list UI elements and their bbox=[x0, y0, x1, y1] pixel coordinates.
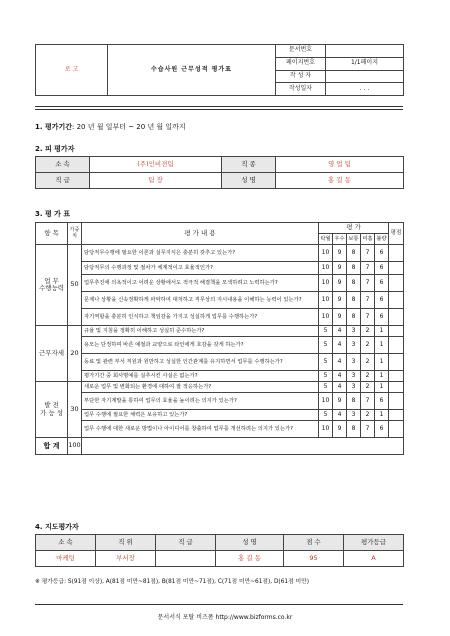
score-option[interactable]: 3 bbox=[347, 354, 361, 371]
score-option[interactable]: 5 bbox=[319, 371, 333, 382]
score-option[interactable]: 3 bbox=[347, 326, 361, 337]
evaluation-row bbox=[36, 326, 404, 337]
doc-no-label: 문서번호 bbox=[276, 45, 326, 58]
author-value bbox=[326, 70, 404, 83]
score-option[interactable]: 10 bbox=[319, 245, 333, 262]
total-row bbox=[36, 438, 404, 455]
footer-divider bbox=[35, 604, 403, 605]
evaluation-item-text: 문제나 상황을 신속정확하게 파악하여 대처하고 직무상의 지시내용을 이해하는 능력이 있는가? bbox=[82, 292, 319, 309]
evaluation-row bbox=[36, 292, 404, 309]
score-option[interactable]: 10 bbox=[319, 393, 333, 410]
grade-header: 탁월 bbox=[319, 234, 333, 245]
evaluation-row bbox=[36, 275, 404, 292]
evaluation-item-text: 업무 수행에 대한 새로운 방법이나 아이디어를 창출하여 업무를 개선하려는 의지가 있는가? bbox=[82, 421, 319, 438]
score-option[interactable]: 2 bbox=[361, 354, 375, 371]
score-cell[interactable] bbox=[389, 410, 404, 421]
evaluation-row bbox=[36, 337, 404, 354]
score-option[interactable]: 8 bbox=[347, 262, 361, 275]
score-option[interactable]: 1 bbox=[375, 410, 389, 421]
document-header bbox=[35, 44, 403, 96]
dept-value: (주)인비젼팀 bbox=[90, 157, 222, 173]
page-no-value: 1/1페이지 bbox=[326, 57, 404, 70]
grade-note: ※ 평가등급: S(91점 이상), A(81점 미만~81점), B(81점 미만~71점), C(71점 미만~61점), D(61점 미만) bbox=[35, 579, 309, 585]
score-option[interactable]: 10 bbox=[319, 421, 333, 438]
sup-value-position: 부서장 bbox=[96, 551, 156, 567]
evaluation-item-text: 평가기간 중 회사명예를 실추시킨 사실은 없는가? bbox=[82, 371, 319, 382]
score-option[interactable]: 10 bbox=[319, 292, 333, 309]
evaluation-row bbox=[36, 421, 404, 438]
score-option[interactable]: 7 bbox=[361, 292, 375, 309]
score-option[interactable]: 3 bbox=[347, 410, 361, 421]
score-option[interactable]: 9 bbox=[333, 421, 347, 438]
col-eval-header: 평 가 bbox=[319, 223, 389, 234]
period-label: 1. 평가기간 bbox=[35, 123, 73, 131]
score-option[interactable]: 6 bbox=[375, 275, 389, 292]
sup-value-rank bbox=[156, 551, 216, 567]
section-title-evaluatee: 2. 피 평가자 bbox=[35, 145, 75, 153]
evaluation-row bbox=[36, 245, 404, 262]
score-option[interactable]: 9 bbox=[333, 393, 347, 410]
score-cell[interactable] bbox=[389, 337, 404, 354]
score-option[interactable]: 8 bbox=[347, 245, 361, 262]
evaluation-item-text: 부단한 자기계발을 통하여 업무의 효율을 높이려는 의지가 있는가? bbox=[82, 393, 319, 410]
score-cell[interactable] bbox=[389, 354, 404, 371]
doc-no-value bbox=[326, 45, 404, 58]
score-option[interactable]: 1 bbox=[375, 354, 389, 371]
score-option[interactable]: 7 bbox=[361, 262, 375, 275]
score-option[interactable]: 7 bbox=[361, 245, 375, 262]
rank-value: 팀 장 bbox=[90, 173, 222, 189]
sup-value-score: 95 bbox=[284, 551, 344, 567]
footer-text: 문서서식 포탈 비즈폼 http://www.bizforms.co.kr bbox=[157, 614, 293, 621]
score-cell[interactable] bbox=[389, 393, 404, 410]
evaluation-row bbox=[36, 371, 404, 382]
score-option[interactable]: 2 bbox=[361, 410, 375, 421]
score-option[interactable]: 10 bbox=[319, 309, 333, 326]
score-option[interactable]: 6 bbox=[375, 421, 389, 438]
score-option[interactable]: 5 bbox=[319, 410, 333, 421]
evaluation-item-text: 담당직무수행에 필요한 이론과 실무지식은 충분히 갖추고 있는가? bbox=[82, 245, 319, 262]
evaluation-item-text: 자기역할을 충분히 인식하고 책임감을 가지고 성실하게 업무를 수행하는가? bbox=[82, 309, 319, 326]
score-option[interactable]: 2 bbox=[361, 326, 375, 337]
evaluation-row bbox=[36, 354, 404, 371]
evaluatee-table bbox=[35, 156, 404, 189]
evaluation-item-text: 용모는 단정하며 바른 예절과 교양으로 타인에게 호감을 갖게 하는가? bbox=[82, 337, 319, 354]
supervisor-table bbox=[35, 534, 404, 567]
score-option[interactable]: 7 bbox=[361, 309, 375, 326]
total-empty bbox=[82, 438, 404, 455]
category-weight: 50 bbox=[68, 245, 82, 326]
sup-header-dept: 소 속 bbox=[36, 535, 96, 551]
score-option[interactable]: 4 bbox=[333, 326, 347, 337]
score-cell[interactable] bbox=[389, 292, 404, 309]
score-option[interactable]: 7 bbox=[361, 275, 375, 292]
score-cell[interactable] bbox=[389, 421, 404, 438]
score-option[interactable]: 5 bbox=[319, 337, 333, 354]
score-option[interactable]: 5 bbox=[319, 326, 333, 337]
score-cell[interactable] bbox=[389, 262, 404, 275]
score-option[interactable]: 4 bbox=[333, 371, 347, 382]
score-option[interactable]: 9 bbox=[333, 275, 347, 292]
evaluation-item-text: 업무추진에 의욕적이고 어려운 상황에서도 적극적 해결책을 모색하려고 노력하는가? bbox=[82, 275, 319, 292]
score-option[interactable]: 6 bbox=[375, 292, 389, 309]
category-name: 근무자세 bbox=[36, 326, 68, 382]
score-option[interactable]: 2 bbox=[361, 371, 375, 382]
date-label: 작성일자 bbox=[276, 83, 326, 96]
score-option[interactable]: 9 bbox=[333, 309, 347, 326]
author-label: 작 성 자 bbox=[276, 70, 326, 83]
score-option[interactable]: 7 bbox=[361, 393, 375, 410]
rank-label: 직 급 bbox=[36, 173, 90, 189]
col-content-header: 평 가 내 용 bbox=[82, 223, 319, 245]
category-weight: 20 bbox=[68, 326, 82, 382]
grade-header: 우수 bbox=[333, 234, 347, 245]
score-cell[interactable] bbox=[389, 245, 404, 262]
name-value: 홍 길 동 bbox=[276, 173, 404, 189]
evaluation-item-text: 업무 수행에 필요한 체력은 보유하고 있는가? bbox=[82, 410, 319, 421]
score-option[interactable]: 2 bbox=[361, 382, 375, 393]
total-weight: 100 bbox=[68, 438, 82, 455]
score-option[interactable]: 6 bbox=[375, 393, 389, 410]
score-option[interactable]: 5 bbox=[319, 354, 333, 371]
score-option[interactable]: 10 bbox=[319, 275, 333, 292]
period-text: : 20 년 월 일부터 ~ 20 년 월 일까지 bbox=[72, 123, 186, 131]
score-option[interactable]: 6 bbox=[375, 309, 389, 326]
score-option[interactable]: 6 bbox=[375, 262, 389, 275]
score-option[interactable]: 9 bbox=[333, 292, 347, 309]
score-option[interactable]: 3 bbox=[347, 337, 361, 354]
divider bbox=[35, 106, 403, 107]
score-option[interactable]: 3 bbox=[347, 371, 361, 382]
category-name: 업 무 수행능력 bbox=[36, 245, 68, 326]
divider bbox=[35, 109, 403, 110]
evaluation-row bbox=[36, 309, 404, 326]
score-option[interactable]: 1 bbox=[375, 326, 389, 337]
score-option[interactable]: 8 bbox=[347, 275, 361, 292]
job-label: 직 종 bbox=[222, 157, 276, 173]
score-option[interactable]: 4 bbox=[333, 337, 347, 354]
score-option[interactable]: 9 bbox=[333, 262, 347, 275]
score-cell[interactable] bbox=[389, 371, 404, 382]
col-item-header: 항 목 bbox=[36, 223, 68, 245]
sup-header-grade: 평가등급 bbox=[344, 535, 404, 551]
score-option[interactable]: 4 bbox=[333, 354, 347, 371]
section-title-supervisor: 4. 지도평가자 bbox=[35, 523, 79, 531]
sup-header-name: 성 명 bbox=[216, 535, 284, 551]
score-option[interactable]: 3 bbox=[347, 382, 361, 393]
evaluation-item-text: 규율 및 지침을 정확히 이해하고 성실히 준수하는가? bbox=[82, 326, 319, 337]
evaluation-item-text: 담당직무의 수행과정 및 절차가 체계적이고 효율적인가? bbox=[82, 262, 319, 275]
score-cell[interactable] bbox=[389, 275, 404, 292]
col-score-header: 평점 bbox=[389, 223, 404, 245]
name-label: 성 명 bbox=[222, 173, 276, 189]
score-option[interactable]: 1 bbox=[375, 382, 389, 393]
evaluation-row bbox=[36, 262, 404, 275]
score-option[interactable]: 1 bbox=[375, 371, 389, 382]
score-option[interactable]: 10 bbox=[319, 262, 333, 275]
total-label: 합 계 bbox=[36, 438, 68, 455]
score-option[interactable]: 6 bbox=[375, 245, 389, 262]
score-option[interactable]: 1 bbox=[375, 337, 389, 354]
logo-placeholder: 로 고 bbox=[36, 45, 108, 96]
col-weight-header: 가중치 bbox=[68, 223, 82, 245]
grade-header: 미흡 bbox=[361, 234, 375, 245]
header-table bbox=[35, 44, 404, 96]
sup-value-name: 홍 길 동 bbox=[216, 551, 284, 567]
score-option[interactable]: 4 bbox=[333, 410, 347, 421]
score-option[interactable]: 9 bbox=[333, 245, 347, 262]
evaluation-period bbox=[35, 122, 186, 132]
sup-value-grade: A bbox=[344, 551, 404, 567]
sup-header-rank: 직 급 bbox=[156, 535, 216, 551]
dept-label: 소 속 bbox=[36, 157, 90, 173]
sup-value-dept: 마케팅 bbox=[36, 551, 96, 567]
date-value: . . . bbox=[326, 83, 404, 96]
score-option[interactable]: 5 bbox=[319, 382, 333, 393]
score-option[interactable]: 8 bbox=[347, 393, 361, 410]
score-option[interactable]: 2 bbox=[361, 337, 375, 354]
score-cell[interactable] bbox=[389, 382, 404, 393]
category-name: 발 전 가 능 성 bbox=[36, 382, 68, 438]
job-value: 영 업 팀 bbox=[276, 157, 404, 173]
score-option[interactable]: 7 bbox=[361, 421, 375, 438]
document-title: 수습사원 근무성적 평가표 bbox=[108, 45, 276, 96]
evaluation-row bbox=[36, 410, 404, 421]
sup-header-position: 직 위 bbox=[96, 535, 156, 551]
evaluation-table bbox=[35, 222, 404, 455]
page-no-label: 페이지번호 bbox=[276, 57, 326, 70]
score-option[interactable]: 4 bbox=[333, 382, 347, 393]
grade-header: 보통 bbox=[347, 234, 361, 245]
grade-header: 불량 bbox=[375, 234, 389, 245]
evaluation-row bbox=[36, 393, 404, 410]
sup-header-score: 점 수 bbox=[284, 535, 344, 551]
score-option[interactable]: 8 bbox=[347, 309, 361, 326]
score-option[interactable]: 8 bbox=[347, 292, 361, 309]
evaluation-item-text: 동료 및 관련 부서 직원과 원만하고 성실한 인간관계를 유지하면서 업무를 수행하는가? bbox=[82, 354, 319, 371]
score-option[interactable]: 8 bbox=[347, 421, 361, 438]
score-cell[interactable] bbox=[389, 326, 404, 337]
evaluation-row bbox=[36, 382, 404, 393]
evaluation-item-text: 새로운 업무 및 변화되는 환경에 대하여 잘 적응하는가? bbox=[82, 382, 319, 393]
score-cell[interactable] bbox=[389, 309, 404, 326]
category-weight: 30 bbox=[68, 382, 82, 438]
section-title-evaluation: 3. 평 가 표 bbox=[35, 210, 71, 218]
